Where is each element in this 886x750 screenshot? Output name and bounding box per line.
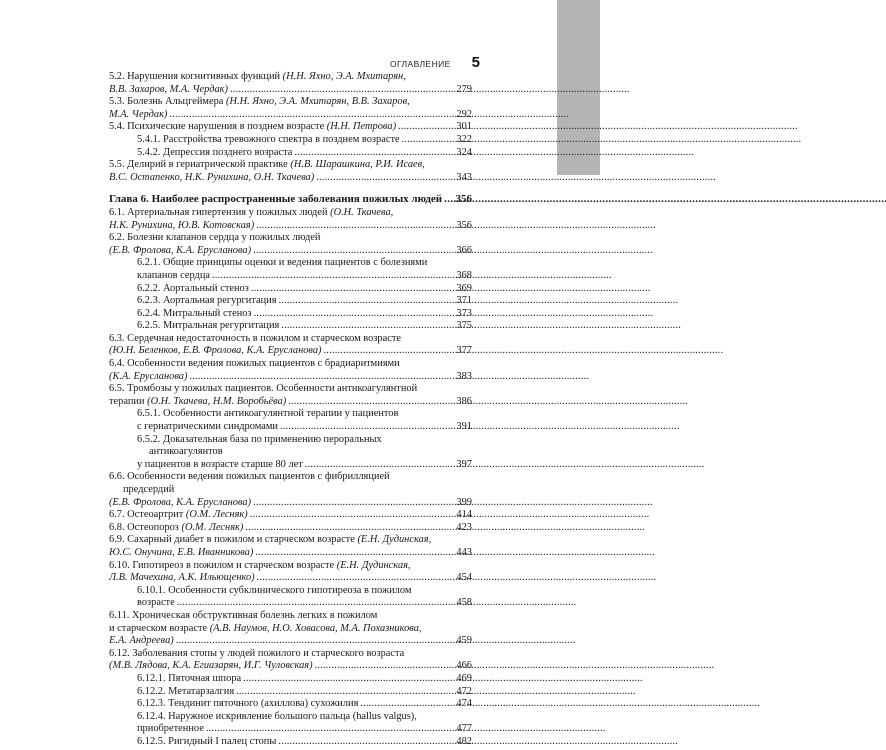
dot-leader xyxy=(253,547,442,560)
toc-entry-line: 6.12.2. Метатарзалгия xyxy=(137,685,235,697)
toc-entry-line: 6.5.1. Особенности антикоагулянтной терапии у пациентов xyxy=(137,408,399,420)
toc-page-number: 391 xyxy=(456,421,472,433)
dot-leader xyxy=(277,295,442,308)
toc-entry[interactable] xyxy=(109,308,472,321)
toc-entry[interactable] xyxy=(109,121,472,134)
toc-page-number: 423 xyxy=(456,521,472,533)
toc-entry[interactable] xyxy=(109,320,472,333)
toc-entry[interactable] xyxy=(109,159,472,184)
dot-leader xyxy=(278,421,442,434)
toc-entry-line: (К.А. Ерусланова) xyxy=(109,370,188,382)
toc-entry-line: Глава 6. Наиболее распространенные заболевания пожилых людей xyxy=(109,193,443,206)
toc-entry[interactable] xyxy=(109,134,472,147)
toc-entry-line: 6.4. Особенности ведения пожилых пациентов с брадиаритмиями xyxy=(109,358,400,370)
toc-entry-line: 5.3. Болезнь Альцгеймера (Н.Н. Яхно, Э.А. Мхитарян, В.В. Захаров, xyxy=(109,96,410,108)
toc-entry-line: 6.2.4. Митральный стеноз xyxy=(137,307,252,319)
toc-entry-title xyxy=(137,685,472,699)
toc-entry[interactable] xyxy=(109,283,472,296)
dot-leader xyxy=(175,597,442,610)
toc-entry-title xyxy=(137,710,472,736)
toc-entry-line: 6.12.1. Пяточная шпора xyxy=(137,672,242,684)
table-of-contents xyxy=(109,71,472,748)
dot-leader xyxy=(241,673,442,686)
toc-page-number: 324 xyxy=(456,146,472,158)
toc-entry-title xyxy=(137,672,472,686)
dot-leader xyxy=(167,109,442,122)
toc-entry-line: Н.К. Рунихина, Ю.В. Котовская) xyxy=(109,219,255,231)
toc-entry-line: (Е.В. Фролова, К.А. Ерусланова) xyxy=(109,244,252,256)
toc-entry-title xyxy=(137,735,472,749)
toc-page-number: 477 xyxy=(456,723,472,735)
toc-entry-title xyxy=(109,159,472,184)
toc-entry[interactable] xyxy=(109,560,472,585)
toc-entry-line: 5.4.1. Расстройства тревожного спектра в позднем возрасте xyxy=(137,133,400,145)
page-number: 5 xyxy=(471,54,480,71)
toc-entry-title xyxy=(109,206,472,232)
toc-entry-line: возрасте xyxy=(137,597,175,609)
toc-entry-title xyxy=(109,471,472,509)
toc-page-number: 399 xyxy=(456,496,472,508)
toc-entry[interactable] xyxy=(109,232,472,257)
dot-leader xyxy=(279,320,442,333)
toc-entry-line: 5.2. Нарушения когнитивных функций (Н.Н. Яхно, Э.А. Мхитарян, xyxy=(109,71,406,82)
toc-entry[interactable] xyxy=(109,534,472,559)
toc-entry-title xyxy=(137,307,472,321)
dot-leader xyxy=(251,245,442,258)
toc-entry-title xyxy=(109,609,472,648)
toc-page-number: 375 xyxy=(456,320,472,332)
toc-entry-line: 6.6. Особенности ведения пожилых пациентов с фибрилляцией предсердий xyxy=(109,471,390,495)
toc-entry-title xyxy=(109,358,472,383)
toc-entry-title xyxy=(137,257,472,282)
toc-entry[interactable] xyxy=(109,585,472,610)
toc-entry-line: 6.2.3. Аортальная регургитация xyxy=(137,295,277,307)
toc-entry[interactable] xyxy=(109,698,472,711)
dot-leader xyxy=(276,736,442,749)
dot-leader xyxy=(252,308,442,321)
toc-entry-line: (М.В. Лядова, К.А. Егиазарян, И.Г. Чуловская) xyxy=(109,660,313,672)
toc-entry-title xyxy=(109,534,472,559)
toc-page-number: 454 xyxy=(456,572,472,584)
toc-entry[interactable] xyxy=(109,471,472,509)
toc-entry-line: 6.8. Остеопороз (О.М. Лесняк) xyxy=(109,521,244,533)
dot-leader xyxy=(187,371,442,384)
toc-entry-line: (Ю.Н. Беленков, Е.В. Фролова, К.А. Ерусланова) xyxy=(109,345,322,357)
toc-entry-line: клапанов сердца xyxy=(137,269,211,281)
toc-entry-line: Ю.С. Онучина, Е.В. Иванникова) xyxy=(109,546,254,558)
toc-entry-title xyxy=(137,295,472,308)
dot-leader xyxy=(204,723,442,736)
toc-entry[interactable] xyxy=(109,383,472,408)
toc-entry-title xyxy=(109,71,472,96)
toc-entry-line: 5.4. Психические нарушения в позднем возрасте (Н.Н. Петрова) xyxy=(109,121,397,133)
toc-page-number: 458 xyxy=(456,597,472,609)
toc-entry[interactable] xyxy=(109,207,472,232)
toc-entry-line: М.А. Чердак) xyxy=(109,108,168,120)
dot-leader xyxy=(314,172,442,185)
dot-leader xyxy=(210,270,442,283)
toc-entry-line: 6.11. Хроническая обструктивная болезнь легких в пожилом xyxy=(109,609,378,621)
toc-entry[interactable] xyxy=(109,648,472,673)
toc-entry-line: 6.5. Тромбозы у пожилых пациентов. Особенности антикоагулянтной xyxy=(109,383,418,395)
toc-entry-line: терапии (О.Н. Ткачева, Н.М. Воробьёва) xyxy=(109,395,287,407)
toc-entry-title xyxy=(137,584,472,610)
toc-chapter-entry[interactable] xyxy=(109,193,472,206)
toc-entry-title xyxy=(109,647,472,673)
toc-page-number: 373 xyxy=(456,307,472,319)
toc-page-number: 279 xyxy=(456,83,472,95)
toc-page-number: 443 xyxy=(456,546,472,558)
dot-leader xyxy=(254,220,442,233)
toc-entry-line: 6.2. Болезни клапанов сердца у пожилых людей xyxy=(109,232,321,244)
toc-entry[interactable] xyxy=(109,736,472,749)
toc-page-number: 366 xyxy=(456,244,472,256)
toc-entry-line: 6.12. Заболевания стопы у людей пожилого и старческого возраста xyxy=(109,647,405,659)
toc-entry-line: 6.7. Остеоартрит (О.М. Лесняк) xyxy=(109,509,248,521)
dot-leader xyxy=(249,283,442,296)
toc-entry-line: приобретенное xyxy=(137,723,204,735)
toc-entry-title xyxy=(137,698,472,711)
toc-entry[interactable] xyxy=(109,610,472,648)
dot-leader xyxy=(400,134,442,147)
toc-entry[interactable] xyxy=(109,295,472,308)
toc-entry-title xyxy=(109,332,472,358)
toc-entry[interactable] xyxy=(109,333,472,358)
toc-entry[interactable] xyxy=(109,509,472,522)
dot-leader xyxy=(174,635,442,648)
toc-entry-title xyxy=(109,121,472,134)
toc-page-number: 414 xyxy=(456,509,472,521)
toc-entry[interactable] xyxy=(109,257,472,282)
dot-leader xyxy=(396,121,442,134)
toc-entry-title xyxy=(137,146,472,160)
toc-entry-title xyxy=(109,232,472,257)
toc-page-number: 322 xyxy=(456,133,472,145)
toc-entry-line: (Е.В. Фролова, К.А. Ерусланова) xyxy=(109,496,252,508)
dot-leader xyxy=(292,147,442,160)
toc-entry-title xyxy=(109,509,472,522)
running-head xyxy=(390,54,480,71)
toc-entry-line: 6.12.5. Ригидный I палец стопы xyxy=(137,735,277,747)
dot-leader xyxy=(228,84,442,97)
toc-page-number: 474 xyxy=(456,698,472,710)
toc-entry-line: В.С. Остапенко, Н.К. Рунихина, О.Н. Ткачева) xyxy=(109,171,315,183)
toc-entry-line: 6.2.2. Аортальный стеноз xyxy=(137,282,249,294)
toc-page-number: 472 xyxy=(456,685,472,697)
dot-leader xyxy=(255,572,442,585)
toc-entry[interactable] xyxy=(109,71,472,96)
toc-page-number: 377 xyxy=(456,345,472,357)
toc-entry[interactable] xyxy=(109,686,472,699)
toc-entry-title xyxy=(109,96,472,121)
toc-page-number: 482 xyxy=(456,735,472,747)
toc-entry[interactable] xyxy=(109,358,472,383)
toc-entry[interactable] xyxy=(109,96,472,121)
toc-entry[interactable] xyxy=(109,408,472,433)
toc-entry-line: 5.5. Делирий в гериатрической практике (Н.В. Шарашкина, Р.И. Исаев, xyxy=(109,159,425,171)
toc-page-number: 292 xyxy=(456,108,472,120)
toc-entry[interactable] xyxy=(109,434,472,472)
toc-entry-line: 6.2.5. Митральная регургитация xyxy=(137,320,280,332)
toc-entry-line: 6.5.2. Доказательная база по применению пероральных антикоагулянтов xyxy=(137,433,382,458)
toc-page-number: 301 xyxy=(456,121,472,133)
section-title: ОГЛАВЛЕНИЕ xyxy=(390,59,451,69)
toc-page-number: 369 xyxy=(456,282,472,294)
toc-page-number: 343 xyxy=(456,171,472,183)
dot-leader xyxy=(234,686,442,699)
toc-entry-line: с гериатрическими синдромами xyxy=(137,421,278,433)
toc-entry-title xyxy=(109,559,472,585)
toc-page-number: 386 xyxy=(456,395,472,407)
dot-leader xyxy=(248,509,442,522)
dot-leader xyxy=(286,396,442,409)
toc-entry-line: 6.10.1. Особенности субклинического гипотиреоза в пожилом xyxy=(137,584,412,596)
toc-entry-line: 6.9. Сахарный диабет в пожилом и старческом возрасте (Е.Н. Дудинская, xyxy=(109,534,432,546)
toc-page-number: 466 xyxy=(456,660,472,672)
toc-entry-line: и старческом возрасте (А.В. Наумов, Н.О. Ховасова, М.А. Похазникова, xyxy=(109,622,422,634)
toc-entry-title xyxy=(109,193,472,206)
toc-page-number: 383 xyxy=(456,370,472,382)
toc-entry-line: 6.2.1. Общие принципы оценки и ведения пациентов с болезнями xyxy=(137,257,428,269)
toc-entry-title xyxy=(137,282,472,296)
toc-entry-line: Е.А. Андреева) xyxy=(109,635,174,647)
toc-entry-line: 6.1. Артериальная гипертензия у пожилых людей (О.Н. Ткачева, xyxy=(109,206,394,218)
toc-entry-title xyxy=(137,433,472,472)
dot-leader xyxy=(313,660,442,673)
dot-leader xyxy=(243,522,442,535)
toc-entry-line: у пациентов в возрасте старше 80 лет xyxy=(137,458,303,470)
toc-entry-line: 6.3. Сердечная недостаточность в пожилом и старческом возрасте xyxy=(109,332,401,344)
toc-page-number: 356 xyxy=(456,219,472,231)
dot-leader xyxy=(251,497,442,510)
dot-leader xyxy=(322,345,442,358)
toc-entry[interactable] xyxy=(109,673,472,686)
toc-page-number: 368 xyxy=(456,269,472,281)
toc-entry-line: 6.10. Гипотиреоз в пожилом и старческом возрасте (Е.Н. Дудинская, xyxy=(109,559,411,571)
toc-entry-line: В.В. Захаров, М.А. Чердак) xyxy=(109,83,228,95)
dot-leader xyxy=(303,459,442,472)
toc-entry-title xyxy=(137,408,472,433)
toc-page-number: 397 xyxy=(456,458,472,470)
toc-page-number: 469 xyxy=(456,672,472,684)
toc-entry-line: 5.4.2. Депрессия позднего возраста xyxy=(137,146,293,158)
toc-entry[interactable] xyxy=(109,147,472,160)
toc-entry-line: 6.12.3. Тендинит пяточного (ахиллова) сухожилия xyxy=(137,698,359,710)
toc-page-number: 371 xyxy=(456,295,472,307)
toc-entry-title xyxy=(109,521,472,535)
toc-entry-line: 6.12.4. Наружное искривление большого пальца (hallus valgus), xyxy=(137,710,417,722)
toc-entry-line: Л.В. Мачехина, А.К. Ильющенко) xyxy=(109,572,255,584)
toc-entry-title xyxy=(137,133,472,147)
toc-page-number: 459 xyxy=(456,635,472,647)
toc-entry-title xyxy=(109,383,472,408)
toc-entry-title xyxy=(137,320,472,333)
toc-page-number: 356 xyxy=(455,193,472,206)
toc-entry[interactable] xyxy=(109,711,472,736)
dot-leader xyxy=(358,698,442,711)
toc-entry[interactable] xyxy=(109,522,472,535)
